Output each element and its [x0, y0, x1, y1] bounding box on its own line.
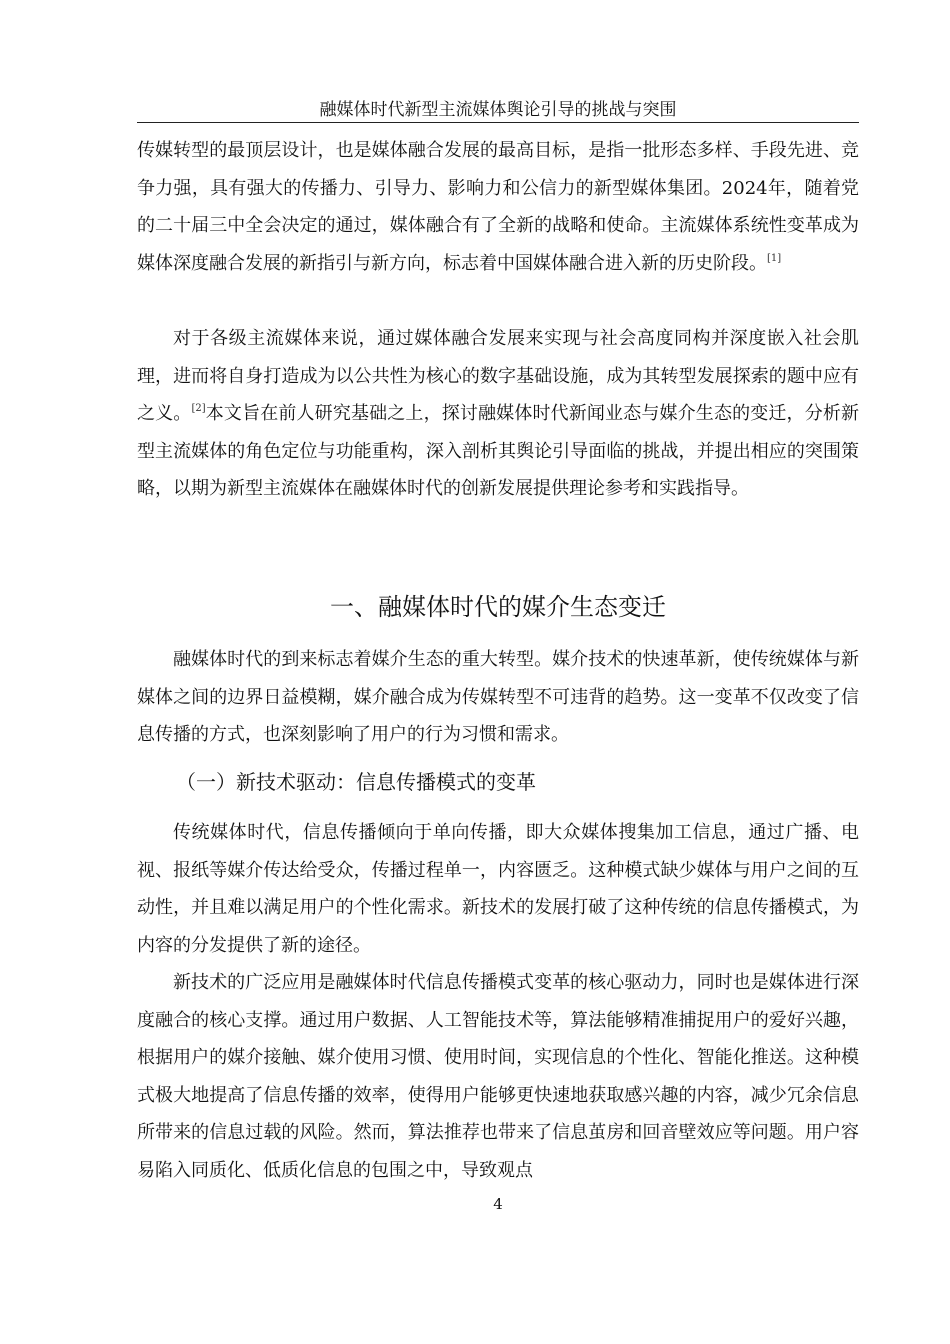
- citation-ref[interactable]: [1]: [767, 252, 782, 264]
- subsection-heading: （一）新技术驱动：信息传播模式的变革: [176, 770, 536, 794]
- body-paragraph: 新技术的广泛应用是融媒体时代信息传播模式变革的核心驱动力，同时也是媒体进行深度融合的核心支撑。通过用户数据、人工智能技术等，算法能够精准捕捉用户的爱好兴趣，根据用户的媒介接触、媒介使用习惯、使用时间，实现信息的个性化、智能化推送。这种模式极大地提高了信息传播的效率，使得用户能够更快速地获取感兴趣的内容，减少冗余信息所带来的信息过载的风险。然而，算法推荐也带来了信息茧房和回音壁效应等问题。用户容易陷入同质化、低质化信息的包围之中，导致观点: [137, 972, 859, 1181]
- citation-ref[interactable]: [2]: [191, 403, 206, 414]
- paragraph-text: 本文旨在前人研究基础之上，探讨融媒体时代新闻业态与媒介生态的变迁，分析新型主流媒体的角色定位与功能重构，深入剖析其舆论引导面临的挑战，并提出相应的突围策略，以期为新型主流媒体在融媒体时代的创新发展提供理论参考和实践指导。: [137, 403, 860, 499]
- section-heading: 一、融媒体时代的媒介生态变迁: [330, 593, 666, 621]
- body-paragraph: 传统媒体时代，信息传播倾向于单向传播，即大众媒体搜集加工信息，通过广播、电视、报纸等媒介传达给受众，传播过程单一，内容匮乏。这种模式缺少媒体与用户之间的互动性，并且难以满足用户的个性化需求。新技术的发展打破了这种传统的信息传播模式，为内容的分发提供了新的途径。: [137, 822, 859, 956]
- section-intro-paragraph: 融媒体时代的到来标志着媒介生态的重大转型。媒介技术的快速革新，使传统媒体与新媒体之间的边界日益模糊，媒介融合成为传媒转型不可违背的趋势。这一变革不仅改变了信息传播的方式，也深刻影响了用户的行为习惯和需求。: [137, 649, 859, 745]
- running-header: 融媒体时代新型主流媒体舆论引导的挑战与突围: [137, 98, 859, 123]
- paragraph-text: 传媒转型的最顶层设计，也是媒体融合发展的最高目标，是指一批形态多样、手段先进、竞争力强，具有强大的传播力、引导力、影响力和公信力的新型媒体集团。2024年，随着党的二十届三中全会决定的通过，媒体融合有了全新的战略和使命。主流媒体系统性变革成为媒体深度融合发展的新指引与新方向，标志着中国媒体融合进入新的历史阶段。: [137, 140, 859, 274]
- paragraph-text: 对于各级主流媒体来说，通过媒体融合发展来实现与社会高度同构并深度嵌入社会肌理，进而将自身打造成为以公共性为核心的数字基础设施，成为其转型发展探索的题中应有之义。: [137, 328, 859, 424]
- page-number: 4: [493, 1195, 503, 1213]
- paragraph-intro: [137, 320, 859, 508]
- paragraph-continued: [137, 132, 859, 282]
